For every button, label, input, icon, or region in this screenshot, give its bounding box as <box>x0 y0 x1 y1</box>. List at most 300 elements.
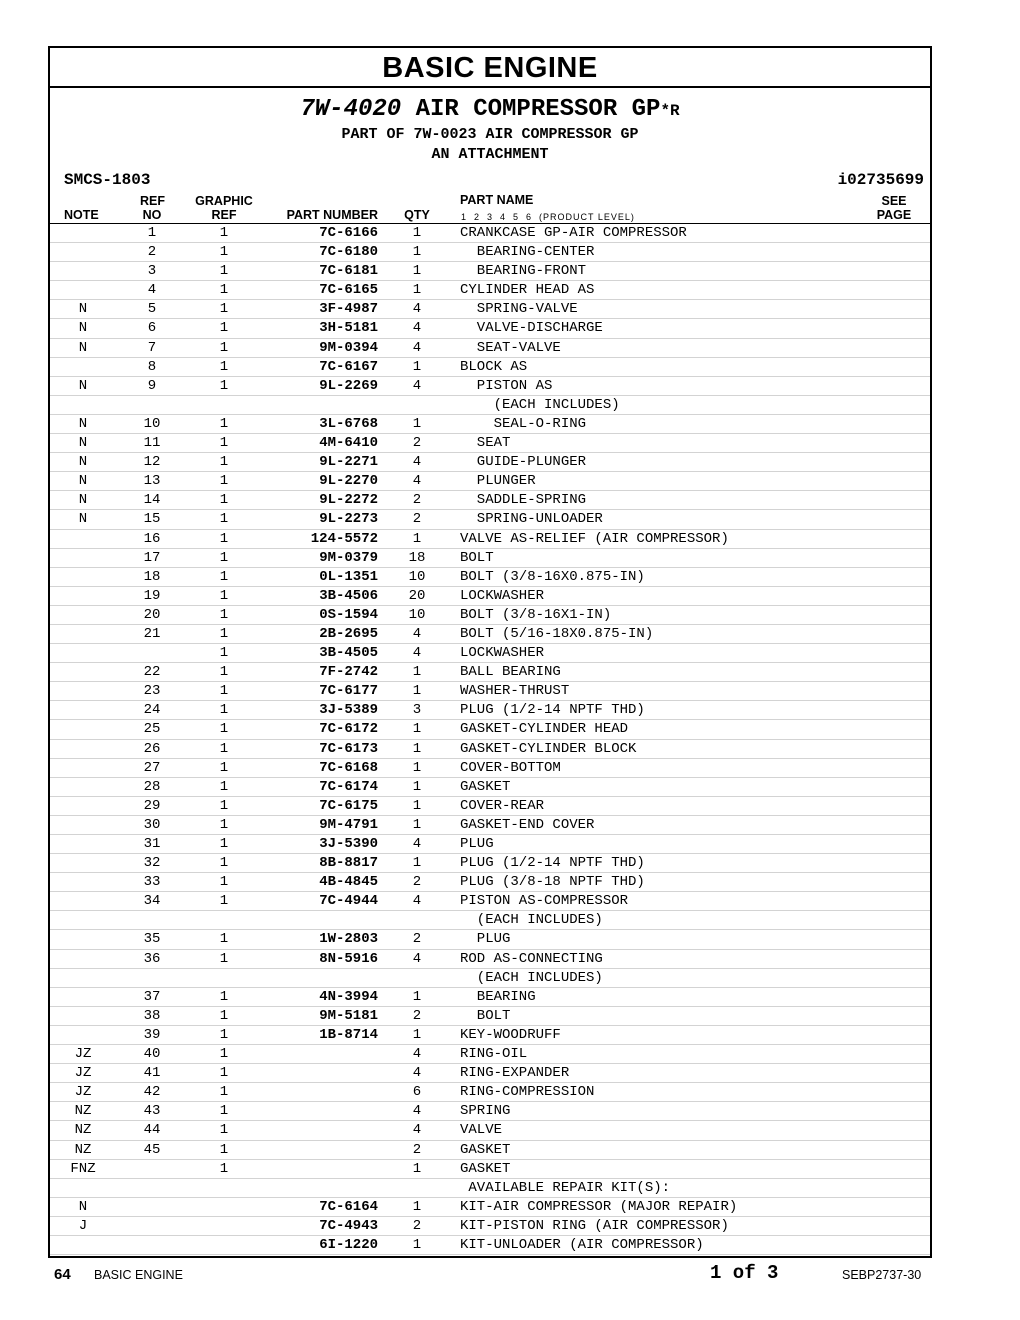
cell-gr: 1 <box>219 855 229 872</box>
cell-gr: 1 <box>219 263 229 280</box>
cell-qty: 2 <box>412 1217 422 1234</box>
cell-name: CRANKCASE GP-AIR COMPRESSOR <box>460 225 687 241</box>
cell-ref: 34 <box>143 893 161 910</box>
cell-qty: 4 <box>412 377 422 394</box>
cell-gr: 1 <box>219 511 229 528</box>
table-row <box>50 1141 930 1160</box>
cell-pn: 3F-4987 <box>319 301 378 318</box>
cell-ref: 16 <box>143 530 161 547</box>
cell-gr: 1 <box>219 1122 229 1139</box>
cell-pn: 3B-4506 <box>319 587 378 604</box>
table-row <box>50 720 930 739</box>
cell-ref: 33 <box>143 874 161 891</box>
cell-gr: 1 <box>219 473 229 490</box>
cell-qty: 1 <box>412 244 422 261</box>
table-row <box>50 243 930 262</box>
table-row <box>50 415 930 434</box>
cell-qty: 1 <box>412 664 422 681</box>
cell-name: PLUG (1/2-14 NPTF THD) <box>460 702 645 719</box>
cell-gr: 1 <box>219 816 229 833</box>
cell-pn: 6I-1220 <box>319 1236 378 1253</box>
cell-pn: 4N-3994 <box>319 988 378 1005</box>
cell-qty: 1 <box>412 1236 422 1253</box>
cell-pn: 7C-6174 <box>319 778 378 795</box>
cell-gr: 1 <box>219 225 229 241</box>
page-number: 64 <box>54 1266 71 1283</box>
cell-qty: 4 <box>412 893 422 910</box>
cell-name: SPRING-VALVE <box>460 301 578 318</box>
cell-ref: 3 <box>147 263 157 280</box>
header-ref-top: REF <box>140 194 165 208</box>
table-row <box>50 339 930 358</box>
cell-qty: 1 <box>412 282 422 299</box>
cell-gr: 1 <box>219 931 229 948</box>
group-name: AIR COMPRESSOR GP <box>415 96 661 123</box>
table-row <box>50 1083 930 1102</box>
cell-gr: 1 <box>219 1141 229 1158</box>
cell-gr: 1 <box>219 893 229 910</box>
cell-pn: 7C-4943 <box>319 1217 378 1234</box>
cell-name: VALVE <box>460 1122 503 1139</box>
cell-gr: 1 <box>219 950 229 967</box>
cell-ref: 20 <box>143 606 161 623</box>
cell-gr: 1 <box>219 797 229 814</box>
cell-ref: 32 <box>143 855 161 872</box>
cell-ref: 45 <box>143 1141 161 1158</box>
table-row <box>50 969 930 988</box>
table-row <box>50 930 930 949</box>
table-row <box>50 835 930 854</box>
cell-qty: 2 <box>412 931 422 948</box>
cell-note: NZ <box>74 1103 92 1120</box>
cell-gr: 1 <box>219 358 229 375</box>
cell-name: LOCKWASHER <box>460 645 545 662</box>
header-see-top: SEE <box>881 194 907 208</box>
table-row <box>50 1179 930 1198</box>
cell-qty: 4 <box>412 1046 422 1063</box>
cell-name: COVER-BOTTOM <box>460 759 561 776</box>
footer-section: BASIC ENGINE <box>94 1268 183 1282</box>
cell-qty: 1 <box>412 740 422 757</box>
cell-note: N <box>78 473 88 490</box>
cell-gr: 1 <box>219 836 229 852</box>
table-row <box>50 358 930 377</box>
cell-gr: 1 <box>219 244 229 261</box>
cell-qty: 1 <box>412 683 422 700</box>
table-row <box>50 491 930 510</box>
cell-name: LOCKWASHER <box>460 587 545 604</box>
cell-ref: 43 <box>143 1103 161 1120</box>
cell-pn: 3B-4505 <box>319 645 378 662</box>
cell-pn: 2B-2695 <box>319 625 378 642</box>
cell-ref: 35 <box>143 931 161 948</box>
cell-pn: 9M-4791 <box>319 816 378 833</box>
cell-gr: 1 <box>219 606 229 623</box>
cell-name: VALVE AS-RELIEF (AIR COMPRESSOR) <box>460 530 729 547</box>
cell-gr: 1 <box>219 778 229 795</box>
cell-note: N <box>78 320 88 337</box>
cell-name: BOLT (3/8-16X0.875-IN) <box>460 568 645 585</box>
cell-pn: 7C-6180 <box>319 244 378 261</box>
cell-pn: 7C-6165 <box>319 282 378 299</box>
cell-qty: 1 <box>412 797 422 814</box>
table-row <box>50 682 930 701</box>
table-row <box>50 549 930 568</box>
document-code: SEBP2737-30 <box>842 1268 922 1282</box>
table-row <box>50 453 930 472</box>
table-row <box>50 1007 930 1026</box>
table-row <box>50 319 930 338</box>
cell-ref: 9 <box>147 377 157 394</box>
group-suffix: *R <box>660 102 680 120</box>
table-row <box>50 988 930 1007</box>
cell-note: N <box>78 339 88 356</box>
cell-pn: 124-5572 <box>310 530 378 547</box>
cell-ref: 5 <box>147 301 157 318</box>
cell-gr: 1 <box>219 740 229 757</box>
header-see-bottom: PAGE <box>876 208 912 222</box>
cell-qty: 2 <box>412 511 422 528</box>
cell-pn: 7C-6181 <box>319 263 378 280</box>
table-row <box>50 568 930 587</box>
parts-table-body <box>50 224 930 1255</box>
table-row <box>50 1217 930 1236</box>
cell-ref: 41 <box>143 1065 161 1082</box>
header-note: NOTE <box>64 208 99 222</box>
cell-qty: 4 <box>412 339 422 356</box>
cell-qty: 1 <box>412 1026 422 1043</box>
cell-name: GASKET <box>460 778 511 795</box>
cell-note: JZ <box>74 1084 92 1101</box>
cell-gr: 1 <box>219 1103 229 1120</box>
cell-note: NZ <box>74 1141 92 1158</box>
cell-qty: 4 <box>412 454 422 471</box>
cell-note: N <box>78 377 88 394</box>
cell-name: GASKET-CYLINDER HEAD <box>460 721 629 738</box>
header-ref-bottom: NO <box>142 208 162 222</box>
cell-qty: 1 <box>412 415 422 432</box>
cell-pn: 9M-0379 <box>319 549 378 566</box>
cell-ref: 36 <box>143 950 161 967</box>
cell-pn: 0S-1594 <box>319 606 378 623</box>
table-row <box>50 950 930 969</box>
cell-ref: 39 <box>143 1026 161 1043</box>
page-footer <box>54 1262 934 1292</box>
cell-qty: 4 <box>412 473 422 490</box>
cell-pn: 7C-6172 <box>319 721 378 738</box>
cell-gr: 1 <box>219 530 229 547</box>
cell-name: BOLT (5/16-18X0.875-IN) <box>460 625 654 642</box>
cell-ref: 27 <box>143 759 161 776</box>
cell-gr: 1 <box>219 587 229 604</box>
table-row <box>50 530 930 549</box>
cell-pn: 9L-2269 <box>319 377 378 394</box>
table-row <box>50 1236 930 1255</box>
table-row <box>50 816 930 835</box>
cell-ref: 8 <box>147 358 157 375</box>
cell-name: KIT-UNLOADER (AIR COMPRESSOR) <box>460 1236 704 1253</box>
cell-ref: 1 <box>147 225 157 241</box>
cell-ref: 11 <box>143 435 161 452</box>
cell-gr: 1 <box>219 721 229 738</box>
column-header <box>50 193 930 224</box>
table-row <box>50 1160 930 1179</box>
header-product-level: 1 2 3 4 5 6 (PRODUCT LEVEL) <box>461 212 635 222</box>
cell-gr: 1 <box>219 1065 229 1082</box>
cell-gr: 1 <box>219 549 229 566</box>
cell-name: BOLT (3/8-16X1-IN) <box>460 606 612 623</box>
cell-pn: 9M-0394 <box>319 339 378 356</box>
cell-ref: 22 <box>143 664 161 681</box>
table-row <box>50 396 930 415</box>
cell-pn: 0L-1351 <box>319 568 378 585</box>
cell-ref: 25 <box>143 721 161 738</box>
cell-note: N <box>78 1198 88 1215</box>
cell-gr: 1 <box>219 377 229 394</box>
attachment-line: AN ATTACHMENT <box>431 146 549 163</box>
cell-name: PISTON AS-COMPRESSOR <box>460 893 629 910</box>
cell-gr: 1 <box>219 988 229 1005</box>
group-title <box>50 96 930 125</box>
table-row <box>50 1198 930 1217</box>
cell-name: PLUG (3/8-18 NPTF THD) <box>460 874 645 891</box>
table-row <box>50 911 930 930</box>
table-row <box>50 644 930 663</box>
table-row <box>50 740 930 759</box>
cell-pn: 9M-5181 <box>319 1007 378 1024</box>
cell-ref: 42 <box>143 1084 161 1101</box>
cell-qty: 1 <box>412 530 422 547</box>
cell-ref: 40 <box>143 1046 161 1063</box>
table-row <box>50 281 930 300</box>
cell-ref: 17 <box>143 549 161 566</box>
cell-qty: 1 <box>412 263 422 280</box>
table-row <box>50 300 930 319</box>
table-row <box>50 892 930 911</box>
cell-name: GUIDE-PLUNGER <box>460 454 587 471</box>
header-graphic-top: GRAPHIC <box>195 194 253 208</box>
table-row <box>50 873 930 892</box>
cell-name: SEAT-VALVE <box>460 339 561 356</box>
cell-qty: 4 <box>412 950 422 967</box>
cell-ref: 31 <box>143 836 161 852</box>
cell-name: (EACH INCLUDES) <box>460 969 603 986</box>
cell-name: GASKET <box>460 1160 511 1177</box>
cell-name: GASKET-END COVER <box>460 816 595 833</box>
cell-gr: 1 <box>219 625 229 642</box>
table-row <box>50 472 930 491</box>
cell-qty: 2 <box>412 1007 422 1024</box>
table-row <box>50 854 930 873</box>
cell-pn: 3H-5181 <box>319 320 378 337</box>
cell-pn: 7C-6175 <box>319 797 378 814</box>
cell-ref: 29 <box>143 797 161 814</box>
cell-pn: 4M-6410 <box>319 435 378 452</box>
cell-name: RING-OIL <box>460 1046 528 1063</box>
table-row <box>50 625 930 644</box>
cell-pn: 8B-8817 <box>319 855 378 872</box>
cell-qty: 4 <box>412 1122 422 1139</box>
table-row <box>50 1102 930 1121</box>
cell-qty: 1 <box>412 759 422 776</box>
cell-qty: 1 <box>412 225 422 241</box>
cell-name: SPRING-UNLOADER <box>460 511 603 528</box>
cell-qty: 4 <box>412 625 422 642</box>
cell-name: PLUG <box>460 836 494 852</box>
cell-qty: 4 <box>412 1103 422 1120</box>
cell-gr: 1 <box>219 1160 229 1177</box>
cell-pn: 9L-2273 <box>319 511 378 528</box>
header-graphic-bottom: REF <box>211 208 237 222</box>
table-row <box>50 1026 930 1045</box>
cell-note: FNZ <box>70 1160 96 1177</box>
cell-pn: 4B-4845 <box>319 874 378 891</box>
cell-gr: 1 <box>219 435 229 452</box>
header-part-number: PART NUMBER <box>286 208 378 222</box>
cell-pn: 7C-6173 <box>319 740 378 757</box>
cell-gr: 1 <box>219 645 229 662</box>
cell-ref: 14 <box>143 492 161 509</box>
cell-gr: 1 <box>219 454 229 471</box>
cell-name: PLUNGER <box>460 473 536 490</box>
cell-qty: 1 <box>412 778 422 795</box>
cell-name: CYLINDER HEAD AS <box>460 282 595 299</box>
cell-ref: 37 <box>143 988 161 1005</box>
cell-name: BEARING-CENTER <box>460 244 595 261</box>
cell-note: N <box>78 492 88 509</box>
cell-name: PLUG <box>460 931 511 948</box>
cell-qty: 1 <box>412 721 422 738</box>
cell-pn: 3J-5389 <box>319 702 378 719</box>
cell-qty: 4 <box>412 301 422 318</box>
cell-gr: 1 <box>219 664 229 681</box>
cell-pn: 7C-6166 <box>319 225 378 241</box>
table-row <box>50 434 930 453</box>
parent-group-line: PART OF 7W-0023 AIR COMPRESSOR GP <box>341 126 639 143</box>
table-row <box>50 701 930 720</box>
cell-name: ROD AS-CONNECTING <box>460 950 603 967</box>
cell-name: COVER-REAR <box>460 797 545 814</box>
cell-name: WASHER-THRUST <box>460 683 570 700</box>
table-row <box>50 224 930 243</box>
cell-qty: 2 <box>412 492 422 509</box>
table-row <box>50 1121 930 1140</box>
group-model-number: 7W-4020 <box>300 96 402 123</box>
cell-name: KIT-PISTON RING (AIR COMPRESSOR) <box>460 1217 729 1234</box>
cell-ref: 19 <box>143 587 161 604</box>
cell-pn: 8N-5916 <box>319 950 378 967</box>
cell-name: GASKET <box>460 1141 511 1158</box>
cell-gr: 1 <box>219 702 229 719</box>
cell-qty: 18 <box>408 549 426 566</box>
cell-pn: 3L-6768 <box>319 415 378 432</box>
table-row <box>50 778 930 797</box>
cell-name: (EACH INCLUDES) <box>460 396 620 413</box>
cell-ref: 7 <box>147 339 157 356</box>
id-row <box>50 171 930 193</box>
cell-pn: 1W-2803 <box>319 931 378 948</box>
cell-name: RING-EXPANDER <box>460 1065 570 1082</box>
cell-qty: 6 <box>412 1084 422 1101</box>
cell-ref: 15 <box>143 511 161 528</box>
cell-gr: 1 <box>219 282 229 299</box>
cell-ref: 2 <box>147 244 157 261</box>
cell-gr: 1 <box>219 874 229 891</box>
cell-qty: 1 <box>412 358 422 375</box>
cell-gr: 1 <box>219 415 229 432</box>
table-row <box>50 1045 930 1064</box>
cell-gr: 1 <box>219 492 229 509</box>
cell-pn: 3J-5390 <box>319 836 378 852</box>
cell-qty: 1 <box>412 816 422 833</box>
cell-pn: 9L-2271 <box>319 454 378 471</box>
cell-pn: 7F-2742 <box>319 664 378 681</box>
cell-gr: 1 <box>219 1026 229 1043</box>
cell-name: SEAL-O-RING <box>460 415 587 432</box>
cell-gr: 1 <box>219 320 229 337</box>
cell-qty: 20 <box>408 587 426 604</box>
cell-gr: 1 <box>219 301 229 318</box>
cell-ref: 12 <box>143 454 161 471</box>
cell-ref: 38 <box>143 1007 161 1024</box>
cell-note: N <box>78 435 88 452</box>
cell-name: KIT-AIR COMPRESSOR (MAJOR REPAIR) <box>460 1198 738 1215</box>
cell-name: SEAT <box>460 435 511 452</box>
cell-qty: 4 <box>412 320 422 337</box>
cell-name: BOLT <box>460 549 494 566</box>
document-id: i02735699 <box>837 171 924 189</box>
cell-ref: 28 <box>143 778 161 795</box>
cell-name: (EACH INCLUDES) <box>460 912 603 929</box>
table-row <box>50 759 930 778</box>
table-row <box>50 587 930 606</box>
table-row <box>50 797 930 816</box>
cell-note: N <box>78 511 88 528</box>
table-row <box>50 1064 930 1083</box>
cell-note: N <box>78 454 88 471</box>
cell-ref: 13 <box>143 473 161 490</box>
smcs-code: SMCS-1803 <box>64 171 151 189</box>
cell-note: N <box>78 415 88 432</box>
cell-name: SPRING <box>460 1103 511 1120</box>
cell-qty: 2 <box>412 435 422 452</box>
cell-qty: 1 <box>412 988 422 1005</box>
cell-ref: 10 <box>143 415 161 432</box>
cell-pn: 1B-8714 <box>319 1026 378 1043</box>
cell-name: PISTON AS <box>460 377 553 394</box>
table-row <box>50 377 930 396</box>
cell-ref: 24 <box>143 702 161 719</box>
cell-qty: 2 <box>412 1141 422 1158</box>
cell-qty: 10 <box>408 568 426 585</box>
cell-qty: 2 <box>412 874 422 891</box>
cell-ref: 26 <box>143 740 161 757</box>
cell-name: KEY-WOODRUFF <box>460 1026 561 1043</box>
cell-qty: 1 <box>412 855 422 872</box>
header-qty: QTY <box>404 208 430 222</box>
cell-ref: 6 <box>147 320 157 337</box>
cell-name: SADDLE-SPRING <box>460 492 587 509</box>
cell-name: RING-COMPRESSION <box>460 1084 595 1101</box>
header-part-name: PART NAME <box>460 193 534 207</box>
cell-gr: 1 <box>219 1046 229 1063</box>
cell-name: BEARING <box>460 988 536 1005</box>
cell-name: AVAILABLE REPAIR KIT(S): <box>460 1179 671 1196</box>
table-row <box>50 663 930 682</box>
cell-name: GASKET-CYLINDER BLOCK <box>460 740 637 757</box>
cell-name: BLOCK AS <box>460 358 528 375</box>
cell-name: PLUG (1/2-14 NPTF THD) <box>460 855 645 872</box>
